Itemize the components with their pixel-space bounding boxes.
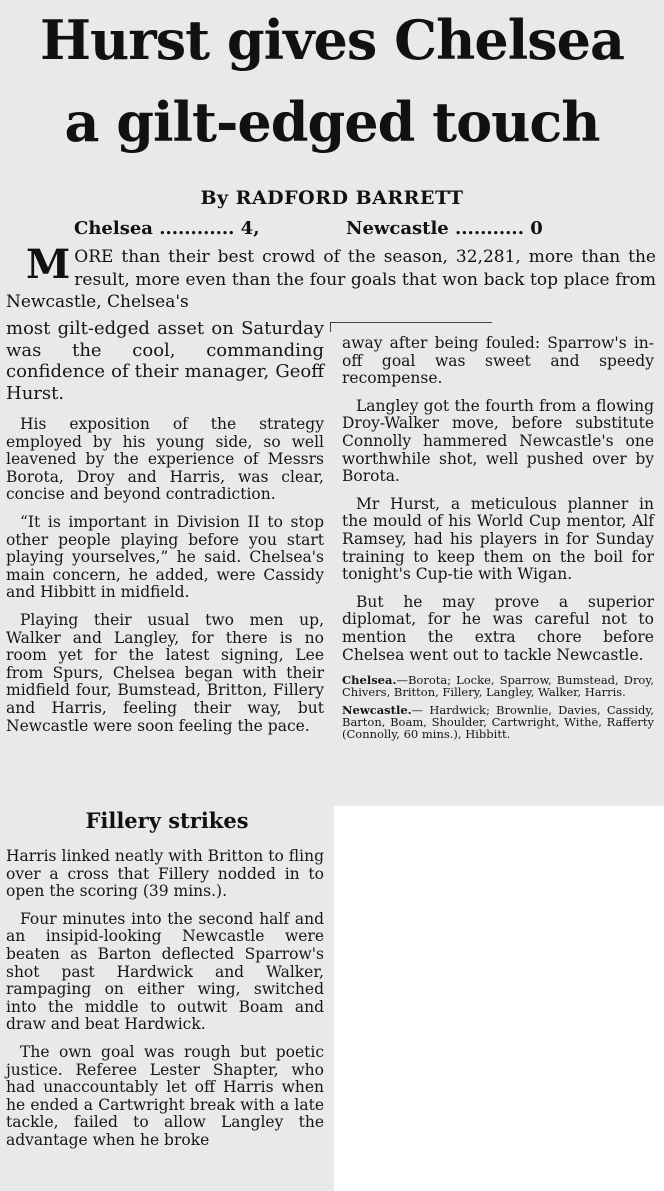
paragraph: away after being fouled: Sparrow's in-off goal was sweet and speedy recompense. bbox=[342, 334, 654, 388]
paragraph: His exposition of the strategy employed by his young side, so well leavened by the experience of Messrs Borota, Droy and Harris, was clear, concise and beyond contradiction. bbox=[6, 415, 324, 504]
chelsea-label: Chelsea. bbox=[342, 673, 397, 688]
paragraph: But he may prove a superior diplomat, for he was careful not to mention the extra chore before Chelsea went out to tackle Newcastle. bbox=[342, 592, 654, 664]
paragraph: Four minutes into the second half and an insipid-looking Newcastle were beaten as Barton deflected Sparrow's shot past Hardwick and Walker, rampaging on either wing, switched into the middle to outwit Boam and draw and beat Hardwick. bbox=[6, 909, 324, 1034]
column-rule bbox=[330, 322, 492, 323]
lead-text: more than the result, more even than the four goals that won back top place from Newcastle, Chelsea's bbox=[6, 247, 656, 312]
column-rule-tick bbox=[330, 322, 331, 332]
headline-line-2: a gilt-edged touch bbox=[64, 90, 600, 154]
newcastle-players: — Hardwick; Brownlie, Davies, Cassidy, Barton, Boam, Shoulder, Cartwright, Withe, Rafferty (Connolly, 60 mins.), Hibbitt. bbox=[342, 703, 654, 742]
chelsea-players: —Borota; Locke, Sparrow, Bumstead, Droy, Chivers, Britton, Fillery, Langley, Walker, Harris. bbox=[342, 673, 654, 700]
paragraph: Harris linked neatly with Britton to fling over a cross that Fillery nodded in to open the scoring (39 mins.). bbox=[6, 847, 324, 901]
chelsea-lineup bbox=[342, 674, 654, 698]
headline-line-1: Hurst gives Chelsea bbox=[40, 8, 624, 72]
paragraph: “It is important in Division II to stop other people playing before you start playing yourselves,” he said. Chelsea's main concern, he added, were Cassidy and Hibbitt in midfield. bbox=[6, 512, 324, 602]
bottom-left-column bbox=[6, 848, 324, 1160]
newcastle-lineup bbox=[342, 704, 654, 740]
newcastle-label: Newcastle. bbox=[342, 703, 412, 718]
byline: By RADFORD BARRETT bbox=[200, 187, 464, 209]
score-home: Chelsea ............ 4, bbox=[74, 218, 260, 239]
paragraph: The own goal was rough but poetic justice. Referee Lester Shapter, who had unaccountably let off Harris when he ended a Cartwright break with a late tackle, failed to allow Langley the advantage when he broke bbox=[6, 1042, 324, 1149]
subheading: Fillery strikes bbox=[85, 808, 249, 833]
paragraph: Mr Hurst, a meticulous planner in the mould of his World Cup mentor, Alf Ramsey, had his players in for Sunday training to keep them on the boil for tonight's Cup-tie with Wigan. bbox=[342, 494, 654, 584]
right-column bbox=[342, 335, 654, 746]
drop-cap: M bbox=[26, 241, 71, 288]
left-column bbox=[6, 318, 324, 745]
lead-paragraph bbox=[6, 241, 656, 314]
paragraph: Langley got the fourth from a flowing Droy-Walker move, before substitute Connolly hammered Newcastle's one worthwhile shot, well pushed over by Borota. bbox=[342, 396, 654, 486]
paragraph: Playing their usual two men up, Walker and Langley, for there is no room yet for the latest signing, Lee from Spurs, Chelsea began with their midfield four, Bumstead, Britton, Fillery and Harris, feeling their way, but Newcastle were soon feeling the pace. bbox=[6, 610, 324, 735]
intro-paragraph: most gilt-edged asset on Saturday was the cool, commanding confidence of their manager, Geoff Hurst. bbox=[6, 318, 324, 404]
lead-line-1: ORE than their best crowd of the season, 32,281, bbox=[74, 247, 521, 267]
score-away: Newcastle ........... 0 bbox=[346, 218, 543, 239]
